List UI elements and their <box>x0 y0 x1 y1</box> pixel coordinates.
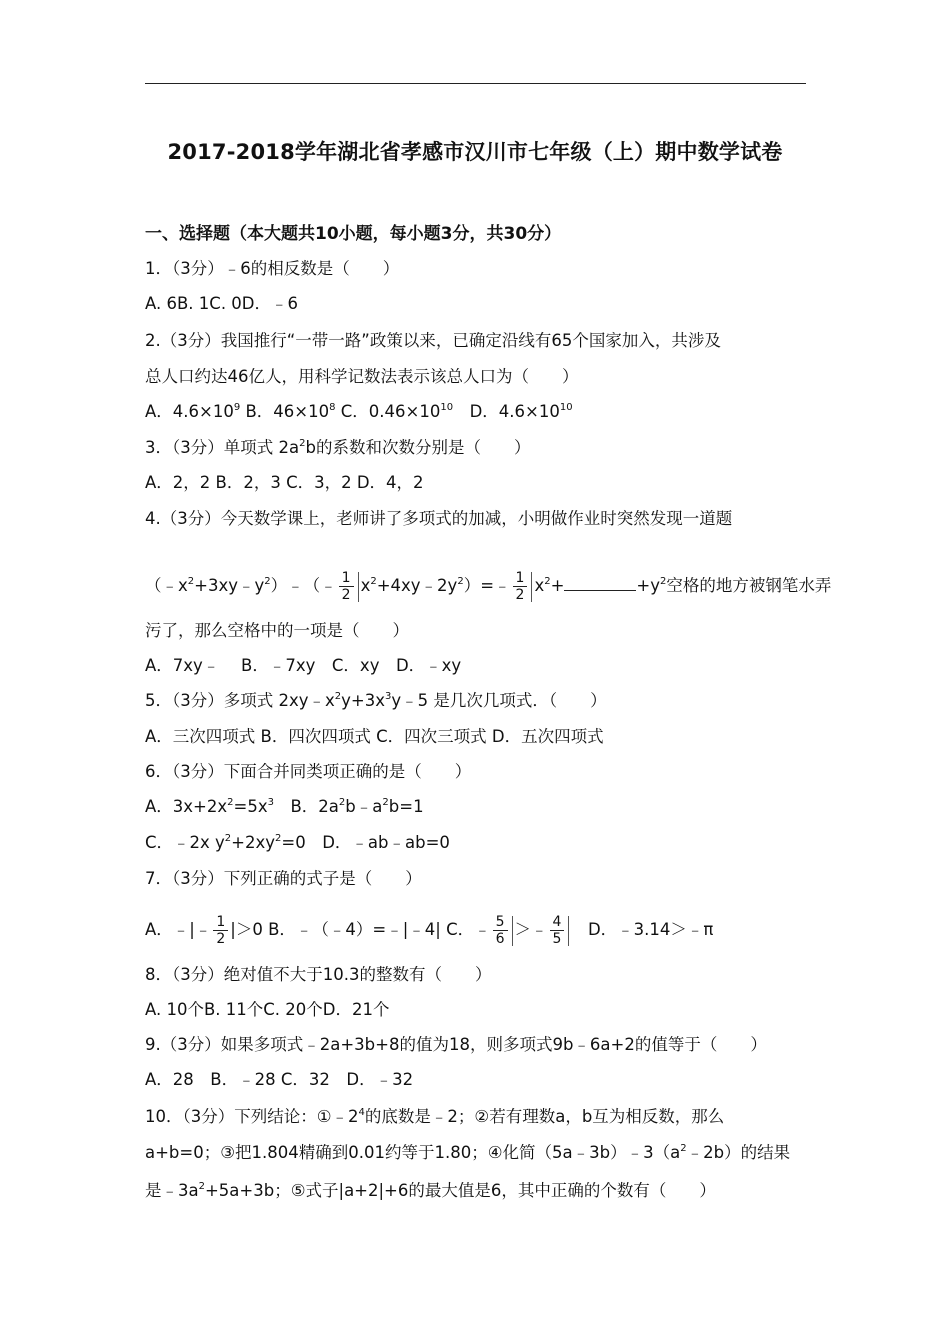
question-10-line1: 10．（3分）下列结论：$①﹣2^4$的底数是﹣2；②若有理数a，b互为相反数，那么 <box>145 1107 725 1126</box>
question-8: 8．（3分）绝对值不大于10.3的整数有（ ） <box>145 965 492 984</box>
question-8-options: A. 10个B. 11个C. 20个D．21个 <box>145 1000 390 1019</box>
fraction-one-half: $\frac{1}{2}$ <box>513 570 528 603</box>
question-4-line1: 4.（3分）今天数学课上，老师讲了多项式的加减，小明做作业时突然发现一道题 <box>145 509 733 528</box>
exam-title: 2017-2018学年湖北省孝感市汉川市七年级（上）期中数学试卷 <box>167 140 783 164</box>
fraction-one-half: $\frac{1}{2}$ <box>213 914 228 947</box>
question-4-line3: 污了，那么空格中的一项是（ ） <box>145 621 409 640</box>
question-2-line1: 2.（3分）我国推行“一带一路”政策以来，已确定沿线有65个国家加入，共涉及 <box>145 331 721 350</box>
question-5: 5．（3分）多项式 $2xy﹣x^2y+3x^3y﹣5$ 是几次几项式．（ ） <box>145 691 607 710</box>
question-5-options: A．三次四项式 B．四次四项式 C．四次三项式 D．五次四项式 <box>145 727 604 746</box>
question-6-options-ab: A．$3x+2x^2=5x^3$ B．$2a^2b﹣a^2b=1$ <box>145 797 424 816</box>
question-4-expression: $(﹣x^2+3xy﹣y^2)﹣(﹣$ $\frac{1}{2}$ $x^2+4xy﹣2y^2)=﹣$ $\frac{1}{2}$ $x^2+ +y^2$空格的地方被钢笔水弄 <box>145 570 832 603</box>
question-1: 1．（3分）﹣6的相反数是（ ） <box>145 259 400 278</box>
fraction-one-half: $\frac{1}{2}$ <box>339 570 354 603</box>
header-rule <box>145 83 806 84</box>
question-9-options: A．28 B．﹣28 C．32 D．﹣32 <box>145 1070 414 1089</box>
question-6: 6．（3分）下面合并同类项正确的是（ ） <box>145 762 472 781</box>
question-4-options: A．7xy﹣ B．﹣7xy C．xy D．﹣xy <box>145 656 462 675</box>
question-10-line3: 是$﹣3a^2+5a+3b$；⑤式子|a+2|+6的最大值是6，其中正确的个数有（ ） <box>145 1181 716 1200</box>
fraction-four-fifths: $\frac{4}{5}$ <box>550 914 565 947</box>
question-3-options: A．2，2 B．2，3 C．3，2 D．4，2 <box>145 473 424 492</box>
question-2-options: A．$4.6\times 10^9$ B．$46\times 10^8$ C．$0.46\times 10^{10}$ D．$4.6\times 10^{10}$ <box>145 402 573 421</box>
question-10-line2: a+b=0；③把1.804精确到0.01约等于1.80；④化简$(5a﹣3b)﹣3(a^2﹣2b)$的结果 <box>145 1143 791 1162</box>
question-7-options: A．﹣|﹣ $\frac{1}{2}$ |＞0 B．﹣（﹣4）=﹣|﹣4| C．﹣ $\frac{5}{6}$ ＞﹣ $\frac{4}{5}$ D．﹣3.14＞﹣π <box>145 914 714 947</box>
question-7: 7．（3分）下列正确的式子是（ ） <box>145 869 422 888</box>
answer-blank <box>564 576 636 591</box>
question-6-options-cd: C．﹣2x $y^2+2xy^2=0$ D．﹣ab﹣ab=0 <box>145 833 450 852</box>
question-3: 3．（3分）单项式 $2a^2b$的系数和次数分别是（ ） <box>145 438 531 457</box>
section-heading: 一、选择题（本大题共10小题，每小题3分，共30分） <box>145 224 562 244</box>
question-1-options: A. 6B. 1C. 0D．﹣6 <box>145 294 299 313</box>
question-2-line2: 总人口约达46亿人，用科学记数法表示该总人口为（ ） <box>145 367 579 386</box>
question-9: 9.（3分）如果多项式﹣2a+3b+8的值为18，则多项式9b﹣6a+2的值等于（ ） <box>145 1035 767 1054</box>
fraction-five-sixths: $\frac{5}{6}$ <box>493 914 508 947</box>
